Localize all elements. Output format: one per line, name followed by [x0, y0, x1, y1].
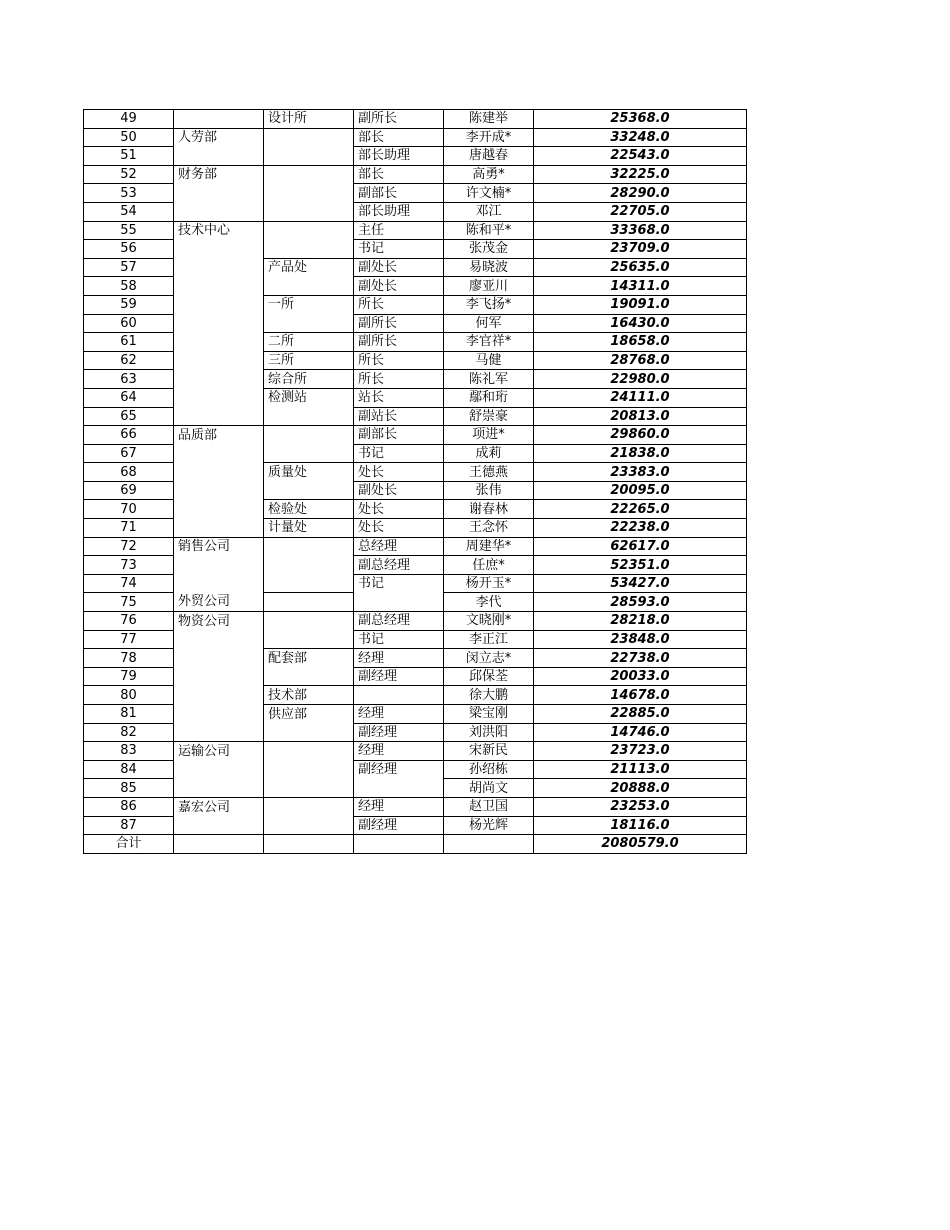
row-number: 72 [84, 537, 174, 556]
table-row [84, 742, 747, 761]
sub-department-cell: 配套部 [264, 649, 354, 668]
sub-department-cell [264, 760, 354, 779]
person-name-cell: 陈和平* [444, 221, 534, 240]
table-row [84, 816, 747, 835]
salary-value-cell: 16430.0 [534, 314, 747, 333]
sub-department-cell: 产品处 [264, 258, 354, 277]
sub-department-cell [264, 667, 354, 686]
position-cell: 处长 [354, 463, 444, 482]
person-name-cell: 何军 [444, 314, 534, 333]
sub-department-cell [264, 184, 354, 203]
table-row [84, 779, 747, 798]
sub-department-cell: 设计所 [264, 110, 354, 129]
row-number: 51 [84, 147, 174, 166]
row-number: 66 [84, 426, 174, 445]
salary-value-cell: 23253.0 [534, 797, 747, 816]
department-cell [174, 110, 264, 129]
total-empty-name [444, 835, 534, 854]
salary-value-cell: 23848.0 [534, 630, 747, 649]
position-cell [354, 686, 444, 705]
salary-value-cell: 32225.0 [534, 165, 747, 184]
department-cell [174, 816, 264, 835]
row-number: 70 [84, 500, 174, 519]
department-cell [174, 444, 264, 463]
row-number: 86 [84, 797, 174, 816]
salary-value-cell: 23383.0 [534, 463, 747, 482]
table-row [84, 649, 747, 668]
table-row [84, 277, 747, 296]
department-cell [174, 277, 264, 296]
table-row [84, 240, 747, 259]
sub-department-cell [264, 481, 354, 500]
salary-value-cell: 28218.0 [534, 612, 747, 631]
sub-department-cell [264, 630, 354, 649]
table-row [84, 760, 747, 779]
department-cell [174, 388, 264, 407]
row-number: 59 [84, 295, 174, 314]
row-number: 68 [84, 463, 174, 482]
position-cell: 经理 [354, 797, 444, 816]
position-cell: 所长 [354, 351, 444, 370]
row-number: 67 [84, 444, 174, 463]
row-number: 60 [84, 314, 174, 333]
table-row [84, 258, 747, 277]
salary-value-cell: 22705.0 [534, 202, 747, 221]
table-row [84, 333, 747, 352]
position-cell: 处长 [354, 500, 444, 519]
sub-department-cell: 供应部 [264, 705, 354, 724]
row-number: 54 [84, 202, 174, 221]
row-number: 58 [84, 277, 174, 296]
sub-department-cell [264, 221, 354, 240]
position-cell: 副经理 [354, 723, 444, 742]
person-name-cell: 李正江 [444, 630, 534, 649]
department-cell [174, 184, 264, 203]
person-name-cell: 张茂金 [444, 240, 534, 259]
person-name-cell: 王念怀 [444, 519, 534, 538]
position-cell: 所长 [354, 370, 444, 389]
row-number: 56 [84, 240, 174, 259]
sub-department-cell [264, 277, 354, 296]
department-cell [174, 481, 264, 500]
department-cell [174, 723, 264, 742]
salary-value-cell: 25368.0 [534, 110, 747, 129]
salary-value-cell: 62617.0 [534, 537, 747, 556]
position-cell: 副处长 [354, 481, 444, 500]
salary-value-cell: 28290.0 [534, 184, 747, 203]
table-row [84, 667, 747, 686]
position-cell: 书记 [354, 574, 444, 593]
salary-value-cell: 23723.0 [534, 742, 747, 761]
row-number: 79 [84, 667, 174, 686]
salary-value-cell: 14678.0 [534, 686, 747, 705]
position-cell: 副所长 [354, 314, 444, 333]
position-cell: 书记 [354, 444, 444, 463]
position-cell: 总经理 [354, 537, 444, 556]
sub-department-cell [264, 147, 354, 166]
row-number: 61 [84, 333, 174, 352]
table-row [84, 165, 747, 184]
position-cell: 部长 [354, 128, 444, 147]
position-cell: 副经理 [354, 667, 444, 686]
department-cell [174, 500, 264, 519]
sub-department-cell [264, 165, 354, 184]
position-cell [354, 779, 444, 798]
row-number: 55 [84, 221, 174, 240]
row-number: 85 [84, 779, 174, 798]
row-number: 65 [84, 407, 174, 426]
row-number: 62 [84, 351, 174, 370]
table-row [84, 686, 747, 705]
row-number: 74 [84, 574, 174, 593]
table-row [84, 221, 747, 240]
table-row [84, 537, 747, 556]
table-row [84, 612, 747, 631]
row-number: 83 [84, 742, 174, 761]
row-number: 57 [84, 258, 174, 277]
salary-value-cell: 22238.0 [534, 519, 747, 538]
row-number: 81 [84, 705, 174, 724]
sub-department-cell: 二所 [264, 333, 354, 352]
row-number: 75 [84, 593, 174, 612]
salary-value-cell: 14746.0 [534, 723, 747, 742]
table-row [84, 407, 747, 426]
table-row [84, 500, 747, 519]
sub-department-cell [264, 426, 354, 445]
department-cell [174, 667, 264, 686]
position-cell: 副总经理 [354, 556, 444, 575]
sub-department-cell [264, 779, 354, 798]
sub-department-cell: 检验处 [264, 500, 354, 519]
position-cell: 部长 [354, 165, 444, 184]
salary-value-cell: 29860.0 [534, 426, 747, 445]
department-cell: 外贸公司 [174, 593, 264, 612]
table-row [84, 556, 747, 575]
table-row [84, 370, 747, 389]
position-cell: 书记 [354, 240, 444, 259]
department-cell: 财务部 [174, 165, 264, 184]
sub-department-cell [264, 593, 354, 612]
department-cell [174, 556, 264, 575]
department-cell [174, 686, 264, 705]
person-name-cell: 李飞扬* [444, 295, 534, 314]
sub-department-cell: 计量处 [264, 519, 354, 538]
table-row [84, 351, 747, 370]
row-number: 71 [84, 519, 174, 538]
person-name-cell: 杨开玉* [444, 574, 534, 593]
salary-value-cell: 18658.0 [534, 333, 747, 352]
sub-department-cell [264, 537, 354, 556]
sub-department-cell: 一所 [264, 295, 354, 314]
department-cell [174, 202, 264, 221]
position-cell: 副所长 [354, 333, 444, 352]
salary-value-cell: 24111.0 [534, 388, 747, 407]
salary-value-cell: 33248.0 [534, 128, 747, 147]
department-cell [174, 295, 264, 314]
table-row [84, 110, 747, 129]
department-cell [174, 314, 264, 333]
position-cell: 所长 [354, 295, 444, 314]
total-empty-dept [174, 835, 264, 854]
row-number: 82 [84, 723, 174, 742]
position-cell: 副部长 [354, 426, 444, 445]
table-row [84, 295, 747, 314]
row-number: 64 [84, 388, 174, 407]
table-row [84, 593, 747, 612]
person-name-cell: 陈礼军 [444, 370, 534, 389]
person-name-cell: 刘洪阳 [444, 723, 534, 742]
person-name-cell: 宋新民 [444, 742, 534, 761]
table-row [84, 519, 747, 538]
person-name-cell: 陈建举 [444, 110, 534, 129]
row-number: 49 [84, 110, 174, 129]
department-cell: 运输公司 [174, 742, 264, 761]
salary-value-cell: 19091.0 [534, 295, 747, 314]
table-row [84, 797, 747, 816]
department-cell: 销售公司 [174, 537, 264, 556]
table-row [84, 314, 747, 333]
person-name-cell: 杨光辉 [444, 816, 534, 835]
salary-value-cell: 21113.0 [534, 760, 747, 779]
position-cell: 副处长 [354, 258, 444, 277]
sub-department-cell: 综合所 [264, 370, 354, 389]
sub-department-cell: 质量处 [264, 463, 354, 482]
row-number: 77 [84, 630, 174, 649]
table-row [84, 463, 747, 482]
department-cell [174, 630, 264, 649]
row-number: 53 [84, 184, 174, 203]
total-value: 2080579.0 [534, 835, 747, 854]
person-name-cell: 闵立志* [444, 649, 534, 668]
person-name-cell: 李代 [444, 593, 534, 612]
person-name-cell: 文晓刚* [444, 612, 534, 631]
row-number: 63 [84, 370, 174, 389]
person-name-cell: 梁宝刚 [444, 705, 534, 724]
position-cell: 副站长 [354, 407, 444, 426]
table-row [84, 128, 747, 147]
sub-department-cell [264, 742, 354, 761]
person-name-cell: 王德燕 [444, 463, 534, 482]
department-cell [174, 463, 264, 482]
table-row [84, 630, 747, 649]
salary-value-cell: 22885.0 [534, 705, 747, 724]
person-name-cell: 舒崇豪 [444, 407, 534, 426]
row-number: 87 [84, 816, 174, 835]
department-cell [174, 351, 264, 370]
department-cell [174, 240, 264, 259]
row-number: 76 [84, 612, 174, 631]
sub-department-cell [264, 444, 354, 463]
department-cell: 人劳部 [174, 128, 264, 147]
position-cell: 副经理 [354, 760, 444, 779]
department-cell [174, 147, 264, 166]
total-label: 合计 [84, 835, 174, 854]
department-cell [174, 370, 264, 389]
department-cell [174, 760, 264, 779]
person-name-cell: 赵卫国 [444, 797, 534, 816]
person-name-cell: 邓江 [444, 202, 534, 221]
position-cell: 经理 [354, 705, 444, 724]
position-cell: 副部长 [354, 184, 444, 203]
row-number: 50 [84, 128, 174, 147]
salary-value-cell: 25635.0 [534, 258, 747, 277]
person-name-cell: 马健 [444, 351, 534, 370]
row-number: 73 [84, 556, 174, 575]
sub-department-cell [264, 797, 354, 816]
salary-value-cell: 23709.0 [534, 240, 747, 259]
row-number: 80 [84, 686, 174, 705]
table-row [84, 481, 747, 500]
sub-department-cell [264, 612, 354, 631]
department-cell [174, 574, 264, 593]
department-cell [174, 649, 264, 668]
department-cell: 技术中心 [174, 221, 264, 240]
salary-value-cell: 20888.0 [534, 779, 747, 798]
sub-department-cell: 三所 [264, 351, 354, 370]
person-name-cell: 廖亚川 [444, 277, 534, 296]
sub-department-cell: 检测站 [264, 388, 354, 407]
person-name-cell: 孙绍栋 [444, 760, 534, 779]
salary-value-cell: 14311.0 [534, 277, 747, 296]
person-name-cell: 徐大鹏 [444, 686, 534, 705]
department-cell [174, 779, 264, 798]
salary-value-cell: 22543.0 [534, 147, 747, 166]
department-cell [174, 705, 264, 724]
row-number: 78 [84, 649, 174, 668]
person-name-cell: 鄢和珩 [444, 388, 534, 407]
person-name-cell: 易晓波 [444, 258, 534, 277]
sub-department-cell [264, 128, 354, 147]
person-name-cell: 李开成* [444, 128, 534, 147]
salary-value-cell: 22980.0 [534, 370, 747, 389]
person-name-cell: 任庶* [444, 556, 534, 575]
person-name-cell: 许文楠* [444, 184, 534, 203]
department-cell [174, 407, 264, 426]
salary-value-cell: 20813.0 [534, 407, 747, 426]
person-name-cell: 谢春林 [444, 500, 534, 519]
table-row [84, 147, 747, 166]
sub-department-cell [264, 202, 354, 221]
person-name-cell: 周建华* [444, 537, 534, 556]
salary-value-cell: 28593.0 [534, 593, 747, 612]
person-name-cell: 唐越春 [444, 147, 534, 166]
table-row [84, 723, 747, 742]
sub-department-cell [264, 407, 354, 426]
position-cell: 部长助理 [354, 202, 444, 221]
position-cell: 经理 [354, 649, 444, 668]
person-name-cell: 李官祥* [444, 333, 534, 352]
row-number: 84 [84, 760, 174, 779]
salary-value-cell: 20095.0 [534, 481, 747, 500]
salary-value-cell: 52351.0 [534, 556, 747, 575]
table-body [84, 110, 747, 835]
position-cell: 站长 [354, 388, 444, 407]
sub-department-cell [264, 240, 354, 259]
table-row [84, 426, 747, 445]
person-name-cell: 项进* [444, 426, 534, 445]
position-cell [354, 593, 444, 612]
sub-department-cell [264, 314, 354, 333]
person-name-cell: 高勇* [444, 165, 534, 184]
salary-value-cell: 18116.0 [534, 816, 747, 835]
sub-department-cell [264, 723, 354, 742]
department-cell: 物资公司 [174, 612, 264, 631]
table-row [84, 444, 747, 463]
person-name-cell: 张伟 [444, 481, 534, 500]
total-row [84, 835, 747, 854]
person-name-cell: 成莉 [444, 444, 534, 463]
sub-department-cell [264, 574, 354, 593]
salary-value-cell: 20033.0 [534, 667, 747, 686]
position-cell: 副所长 [354, 110, 444, 129]
position-cell: 书记 [354, 630, 444, 649]
salary-value-cell: 22738.0 [534, 649, 747, 668]
position-cell: 主任 [354, 221, 444, 240]
salary-table [83, 109, 747, 854]
position-cell: 副总经理 [354, 612, 444, 631]
sub-department-cell [264, 816, 354, 835]
sub-department-cell [264, 556, 354, 575]
position-cell: 副经理 [354, 816, 444, 835]
person-name-cell: 邱保荃 [444, 667, 534, 686]
total-empty-sub [264, 835, 354, 854]
table-row [84, 574, 747, 593]
salary-value-cell: 22265.0 [534, 500, 747, 519]
position-cell: 部长助理 [354, 147, 444, 166]
person-name-cell: 胡尚文 [444, 779, 534, 798]
table-row [84, 705, 747, 724]
total-empty-pos [354, 835, 444, 854]
department-cell: 嘉宏公司 [174, 797, 264, 816]
position-cell: 经理 [354, 742, 444, 761]
table-row [84, 202, 747, 221]
department-cell: 品质部 [174, 426, 264, 445]
salary-value-cell: 53427.0 [534, 574, 747, 593]
position-cell: 处长 [354, 519, 444, 538]
department-cell [174, 333, 264, 352]
salary-value-cell: 28768.0 [534, 351, 747, 370]
table-row [84, 184, 747, 203]
position-cell: 副处长 [354, 277, 444, 296]
salary-value-cell: 33368.0 [534, 221, 747, 240]
table-row [84, 388, 747, 407]
row-number: 69 [84, 481, 174, 500]
row-number: 52 [84, 165, 174, 184]
sub-department-cell: 技术部 [264, 686, 354, 705]
department-cell [174, 258, 264, 277]
department-cell [174, 519, 264, 538]
salary-value-cell: 21838.0 [534, 444, 747, 463]
